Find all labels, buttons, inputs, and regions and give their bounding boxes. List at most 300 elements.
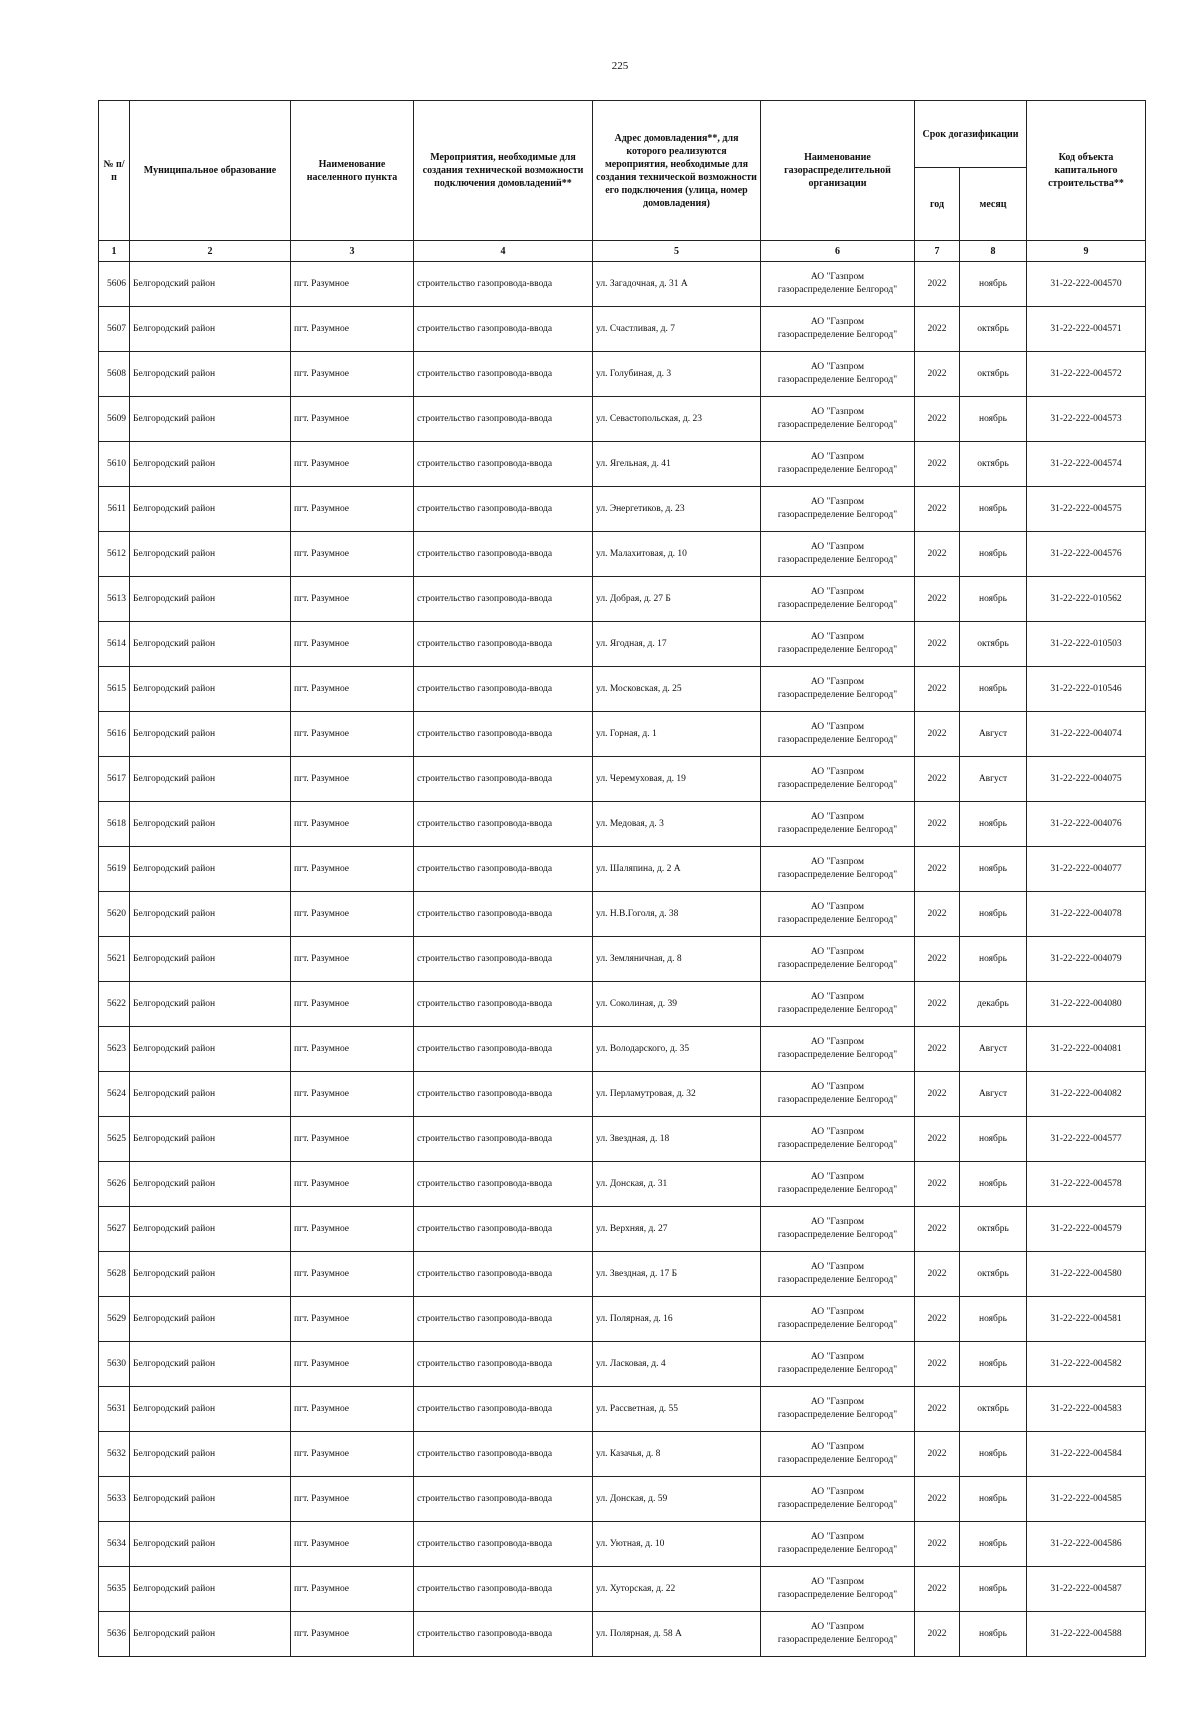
gas-org-line-1: АО "Газпром bbox=[810, 1397, 865, 1408]
activity-cell: строительство газопровода-ввода bbox=[414, 667, 593, 712]
address-cell: ул. Энергетиков, д. 23 bbox=[593, 487, 761, 532]
month-cell: октябрь bbox=[960, 307, 1027, 352]
address-cell: ул. Севастопольская, д. 23 bbox=[593, 397, 761, 442]
activity-cell: строительство газопровода-ввода bbox=[414, 1027, 593, 1072]
settlement-cell: пгт. Разумное bbox=[291, 892, 414, 937]
month-cell: ноябрь bbox=[960, 262, 1027, 307]
gas-org-line-2: газораспределение Белгород" bbox=[777, 465, 898, 475]
year-cell: 2022 bbox=[915, 1162, 960, 1207]
month-cell: ноябрь bbox=[960, 667, 1027, 712]
object-code-cell: 31-22-222-004579 bbox=[1027, 1207, 1146, 1252]
month-cell: ноябрь bbox=[960, 1117, 1027, 1162]
settlement-cell: пгт. Разумное bbox=[291, 577, 414, 622]
gas-org-line-2: газораспределение Белгород" bbox=[777, 870, 898, 880]
page-number: 225 bbox=[611, 60, 629, 72]
settlement-cell: пгт. Разумное bbox=[291, 712, 414, 757]
gas-org-line-2: газораспределение Белгород" bbox=[777, 1320, 898, 1330]
table-body bbox=[99, 262, 1146, 1657]
address-cell: ул. Володарского, д. 35 bbox=[593, 1027, 761, 1072]
month-cell: октябрь bbox=[960, 1207, 1027, 1252]
gas-org-line-1: АО "Газпром bbox=[810, 1487, 865, 1498]
month-cell: октябрь bbox=[960, 1252, 1027, 1297]
table-row bbox=[99, 802, 1146, 847]
address-cell: ул. Ягодная, д. 17 bbox=[593, 622, 761, 667]
object-code-cell: 31-22-222-004573 bbox=[1027, 397, 1146, 442]
activity-cell: строительство газопровода-ввода bbox=[414, 352, 593, 397]
gas-org-cell bbox=[761, 1027, 915, 1072]
address-cell: ул. Перламутровая, д. 32 bbox=[593, 1072, 761, 1117]
settlement-cell: пгт. Разумное bbox=[291, 352, 414, 397]
year-cell: 2022 bbox=[915, 1342, 960, 1387]
settlement-cell: пгт. Разумное bbox=[291, 1072, 414, 1117]
municipality-cell: Белгородский район bbox=[130, 1162, 291, 1207]
gas-org-line-2: газораспределение Белгород" bbox=[777, 1095, 898, 1105]
gas-org-cell bbox=[761, 937, 915, 982]
table-row bbox=[99, 1342, 1146, 1387]
year-cell: 2022 bbox=[915, 1477, 960, 1522]
table-row bbox=[99, 1432, 1146, 1477]
row-number: 5614 bbox=[99, 622, 130, 667]
row-number: 5631 bbox=[99, 1387, 130, 1432]
row-number: 5634 bbox=[99, 1522, 130, 1567]
object-code-cell: 31-22-222-004578 bbox=[1027, 1162, 1146, 1207]
object-code-cell: 31-22-222-004079 bbox=[1027, 937, 1146, 982]
activity-cell: строительство газопровода-ввода bbox=[414, 1297, 593, 1342]
activity-cell: строительство газопровода-ввода bbox=[414, 532, 593, 577]
settlement-cell: пгт. Разумное bbox=[291, 802, 414, 847]
address-cell: ул. Донская, д. 31 bbox=[593, 1162, 761, 1207]
gas-org-cell bbox=[761, 802, 915, 847]
gas-org-cell bbox=[761, 892, 915, 937]
municipality-cell: Белгородский район bbox=[130, 757, 291, 802]
settlement-cell: пгт. Разумное bbox=[291, 1297, 414, 1342]
row-number: 5607 bbox=[99, 307, 130, 352]
gas-org-line-2: газораспределение Белгород" bbox=[777, 1410, 898, 1420]
table-row bbox=[99, 847, 1146, 892]
activity-cell: строительство газопровода-ввода bbox=[414, 757, 593, 802]
gas-org-line-2: газораспределение Белгород" bbox=[777, 285, 898, 295]
gas-org-line-1: АО "Газпром bbox=[810, 677, 865, 688]
row-number: 5621 bbox=[99, 937, 130, 982]
object-code-cell: 31-22-222-004570 bbox=[1027, 262, 1146, 307]
gas-org-line-1: АО "Газпром bbox=[810, 812, 865, 823]
gas-org-line-2: газораспределение Белгород" bbox=[777, 1005, 898, 1015]
year-cell: 2022 bbox=[915, 1297, 960, 1342]
activity-cell: строительство газопровода-ввода bbox=[414, 1342, 593, 1387]
municipality-cell: Белгородский район bbox=[130, 802, 291, 847]
gas-org-line-2: газораспределение Белгород" bbox=[777, 645, 898, 655]
municipality-cell: Белгородский район bbox=[130, 1072, 291, 1117]
gas-org-line-1: АО "Газпром bbox=[810, 452, 865, 463]
month-cell: ноябрь bbox=[960, 1432, 1027, 1477]
year-cell: 2022 bbox=[915, 712, 960, 757]
row-number: 5618 bbox=[99, 802, 130, 847]
activity-cell: строительство газопровода-ввода bbox=[414, 802, 593, 847]
municipality-cell: Белгородский район bbox=[130, 1612, 291, 1657]
gas-org-line-1: АО "Газпром bbox=[810, 1442, 865, 1453]
gas-org-line-2: газораспределение Белгород" bbox=[777, 960, 898, 970]
gas-org-line-2: газораспределение Белгород" bbox=[777, 420, 898, 430]
activity-cell: строительство газопровода-ввода bbox=[414, 307, 593, 352]
object-code-cell: 31-22-222-004585 bbox=[1027, 1477, 1146, 1522]
object-code-cell: 31-22-222-004577 bbox=[1027, 1117, 1146, 1162]
table-row bbox=[99, 442, 1146, 487]
activity-cell: строительство газопровода-ввода bbox=[414, 1207, 593, 1252]
row-number: 5623 bbox=[99, 1027, 130, 1072]
month-cell: ноябрь bbox=[960, 892, 1027, 937]
gas-org-line-1: АО "Газпром bbox=[810, 1172, 865, 1183]
year-cell: 2022 bbox=[915, 1252, 960, 1297]
activity-cell: строительство газопровода-ввода bbox=[414, 1612, 593, 1657]
settlement-cell: пгт. Разумное bbox=[291, 667, 414, 712]
table-row bbox=[99, 892, 1146, 937]
year-cell: 2022 bbox=[915, 757, 960, 802]
year-cell: 2022 bbox=[915, 847, 960, 892]
year-cell: 2022 bbox=[915, 937, 960, 982]
gas-org-cell bbox=[761, 1522, 915, 1567]
address-cell: ул. Добрая, д. 27 Б bbox=[593, 577, 761, 622]
address-cell: ул. Загадочная, д. 31 А bbox=[593, 262, 761, 307]
gas-org-cell bbox=[761, 1432, 915, 1477]
address-cell: ул. Земляничная, д. 8 bbox=[593, 937, 761, 982]
settlement-cell: пгт. Разумное bbox=[291, 532, 414, 577]
year-cell: 2022 bbox=[915, 1612, 960, 1657]
settlement-cell: пгт. Разумное bbox=[291, 1387, 414, 1432]
address-cell: ул. Верхняя, д. 27 bbox=[593, 1207, 761, 1252]
column-number: 6 bbox=[761, 241, 915, 262]
table-row bbox=[99, 577, 1146, 622]
municipality-cell: Белгородский район bbox=[130, 577, 291, 622]
activity-cell: строительство газопровода-ввода bbox=[414, 1567, 593, 1612]
month-cell: октябрь bbox=[960, 1387, 1027, 1432]
activity-cell: строительство газопровода-ввода bbox=[414, 712, 593, 757]
settlement-cell: пгт. Разумное bbox=[291, 622, 414, 667]
gas-org-line-2: газораспределение Белгород" bbox=[777, 915, 898, 925]
object-code-cell: 31-22-222-004584 bbox=[1027, 1432, 1146, 1477]
gas-org-line-2: газораспределение Белгород" bbox=[777, 1500, 898, 1510]
row-number: 5636 bbox=[99, 1612, 130, 1657]
gasification-table bbox=[98, 100, 1146, 1657]
column-number: 7 bbox=[915, 241, 960, 262]
row-number: 5609 bbox=[99, 397, 130, 442]
year-cell: 2022 bbox=[915, 442, 960, 487]
gas-org-line-1: АО "Газпром bbox=[810, 407, 865, 418]
header-municipality: Муниципальное образование bbox=[130, 101, 291, 241]
activity-cell: строительство газопровода-ввода bbox=[414, 442, 593, 487]
column-number: 3 bbox=[291, 241, 414, 262]
gas-org-line-2: газораспределение Белгород" bbox=[777, 1140, 898, 1150]
settlement-cell: пгт. Разумное bbox=[291, 1612, 414, 1657]
year-cell: 2022 bbox=[915, 1027, 960, 1072]
row-number: 5624 bbox=[99, 1072, 130, 1117]
gas-org-line-2: газораспределение Белгород" bbox=[777, 1275, 898, 1285]
object-code-cell: 31-22-222-004576 bbox=[1027, 532, 1146, 577]
activity-cell: строительство газопровода-ввода bbox=[414, 1477, 593, 1522]
municipality-cell: Белгородский район bbox=[130, 712, 291, 757]
municipality-cell: Белгородский район bbox=[130, 442, 291, 487]
activity-cell: строительство газопровода-ввода bbox=[414, 1432, 593, 1477]
object-code-cell: 31-22-222-004574 bbox=[1027, 442, 1146, 487]
year-cell: 2022 bbox=[915, 487, 960, 532]
address-cell: ул. Звездная, д. 17 Б bbox=[593, 1252, 761, 1297]
settlement-cell: пгт. Разумное bbox=[291, 1477, 414, 1522]
gas-org-cell bbox=[761, 487, 915, 532]
address-cell: ул. Московская, д. 25 bbox=[593, 667, 761, 712]
object-code-cell: 31-22-222-004572 bbox=[1027, 352, 1146, 397]
activity-cell: строительство газопровода-ввода bbox=[414, 397, 593, 442]
header-settlement: Наименование населенного пункта bbox=[291, 101, 414, 241]
gas-org-line-2: газораспределение Белгород" bbox=[777, 1050, 898, 1060]
gas-org-cell bbox=[761, 262, 915, 307]
table-row bbox=[99, 487, 1146, 532]
table-row bbox=[99, 307, 1146, 352]
gas-org-line-2: газораспределение Белгород" bbox=[777, 375, 898, 385]
table-row bbox=[99, 397, 1146, 442]
row-number: 5616 bbox=[99, 712, 130, 757]
gas-org-line-1: АО "Газпром bbox=[810, 272, 865, 283]
address-cell: ул. Казачья, д. 8 bbox=[593, 1432, 761, 1477]
table-row bbox=[99, 1252, 1146, 1297]
year-cell: 2022 bbox=[915, 802, 960, 847]
municipality-cell: Белгородский район bbox=[130, 487, 291, 532]
table-row bbox=[99, 1117, 1146, 1162]
table-row bbox=[99, 1567, 1146, 1612]
address-cell: ул. Шаляпина, д. 2 А bbox=[593, 847, 761, 892]
municipality-cell: Белгородский район bbox=[130, 262, 291, 307]
municipality-cell: Белгородский район bbox=[130, 892, 291, 937]
gas-org-cell bbox=[761, 532, 915, 577]
activity-cell: строительство газопровода-ввода bbox=[414, 847, 593, 892]
month-cell: ноябрь bbox=[960, 847, 1027, 892]
column-number: 2 bbox=[130, 241, 291, 262]
gas-org-line-1: АО "Газпром bbox=[810, 1082, 865, 1093]
municipality-cell: Белгородский район bbox=[130, 1117, 291, 1162]
table-row bbox=[99, 622, 1146, 667]
table-row bbox=[99, 1027, 1146, 1072]
settlement-cell: пгт. Разумное bbox=[291, 982, 414, 1027]
activity-cell: строительство газопровода-ввода bbox=[414, 262, 593, 307]
object-code-cell: 31-22-222-004571 bbox=[1027, 307, 1146, 352]
gas-org-line-1: АО "Газпром bbox=[810, 902, 865, 913]
object-code-cell: 31-22-222-004588 bbox=[1027, 1612, 1146, 1657]
settlement-cell: пгт. Разумное bbox=[291, 1342, 414, 1387]
gas-org-line-2: газораспределение Белгород" bbox=[777, 330, 898, 340]
address-cell: ул. Счастливая, д. 7 bbox=[593, 307, 761, 352]
municipality-cell: Белгородский район bbox=[130, 1522, 291, 1567]
gas-org-line-1: АО "Газпром bbox=[810, 542, 865, 553]
address-cell: ул. Полярная, д. 16 bbox=[593, 1297, 761, 1342]
year-cell: 2022 bbox=[915, 982, 960, 1027]
gas-org-cell bbox=[761, 1342, 915, 1387]
gas-org-line-2: газораспределение Белгород" bbox=[777, 555, 898, 565]
table-row bbox=[99, 667, 1146, 712]
settlement-cell: пгт. Разумное bbox=[291, 262, 414, 307]
settlement-cell: пгт. Разумное bbox=[291, 1027, 414, 1072]
year-cell: 2022 bbox=[915, 1432, 960, 1477]
column-number-row bbox=[99, 241, 1146, 262]
activity-cell: строительство газопровода-ввода bbox=[414, 1522, 593, 1567]
gas-org-line-2: газораспределение Белгород" bbox=[777, 1590, 898, 1600]
gas-org-line-2: газораспределение Белгород" bbox=[777, 1545, 898, 1555]
month-cell: ноябрь bbox=[960, 1567, 1027, 1612]
row-number: 5610 bbox=[99, 442, 130, 487]
address-cell: ул. Черемуховая, д. 19 bbox=[593, 757, 761, 802]
row-number: 5622 bbox=[99, 982, 130, 1027]
row-number: 5617 bbox=[99, 757, 130, 802]
year-cell: 2022 bbox=[915, 352, 960, 397]
table-row bbox=[99, 262, 1146, 307]
header-num: № п/п bbox=[99, 101, 130, 241]
month-cell: октябрь bbox=[960, 622, 1027, 667]
activity-cell: строительство газопровода-ввода bbox=[414, 1252, 593, 1297]
gas-org-cell bbox=[761, 1117, 915, 1162]
gas-org-cell bbox=[761, 1567, 915, 1612]
gas-org-line-2: газораспределение Белгород" bbox=[777, 1230, 898, 1240]
gas-org-line-1: АО "Газпром bbox=[810, 1577, 865, 1588]
table-row bbox=[99, 1207, 1146, 1252]
address-cell: ул. Звездная, д. 18 bbox=[593, 1117, 761, 1162]
settlement-cell: пгт. Разумное bbox=[291, 1207, 414, 1252]
row-number: 5606 bbox=[99, 262, 130, 307]
settlement-cell: пгт. Разумное bbox=[291, 757, 414, 802]
header-year: год bbox=[915, 168, 960, 241]
gas-org-line-2: газораспределение Белгород" bbox=[777, 825, 898, 835]
month-cell: ноябрь bbox=[960, 397, 1027, 442]
table-row bbox=[99, 532, 1146, 577]
gas-org-cell bbox=[761, 757, 915, 802]
year-cell: 2022 bbox=[915, 892, 960, 937]
month-cell: Август bbox=[960, 1027, 1027, 1072]
activity-cell: строительство газопровода-ввода bbox=[414, 622, 593, 667]
column-number: 1 bbox=[99, 241, 130, 262]
gas-org-cell bbox=[761, 397, 915, 442]
table-row bbox=[99, 1612, 1146, 1657]
municipality-cell: Белгородский район bbox=[130, 667, 291, 712]
month-cell: ноябрь bbox=[960, 1162, 1027, 1207]
activity-cell: строительство газопровода-ввода bbox=[414, 1162, 593, 1207]
table-row bbox=[99, 1522, 1146, 1567]
activity-cell: строительство газопровода-ввода bbox=[414, 487, 593, 532]
municipality-cell: Белгородский район bbox=[130, 1297, 291, 1342]
gas-org-cell bbox=[761, 622, 915, 667]
table-row bbox=[99, 982, 1146, 1027]
municipality-cell: Белгородский район bbox=[130, 532, 291, 577]
row-number: 5627 bbox=[99, 1207, 130, 1252]
gas-org-line-1: АО "Газпром bbox=[810, 1532, 865, 1543]
year-cell: 2022 bbox=[915, 397, 960, 442]
month-cell: октябрь bbox=[960, 442, 1027, 487]
header-gas-org: Наименование газораспределительной организации bbox=[761, 101, 915, 241]
gas-org-cell bbox=[761, 712, 915, 757]
year-cell: 2022 bbox=[915, 262, 960, 307]
gas-org-line-1: АО "Газпром bbox=[810, 1352, 865, 1363]
address-cell: ул. Рассветная, д. 55 bbox=[593, 1387, 761, 1432]
month-cell: Август bbox=[960, 757, 1027, 802]
header-month: месяц bbox=[960, 168, 1027, 241]
object-code-cell: 31-22-222-010562 bbox=[1027, 577, 1146, 622]
object-code-cell: 31-22-222-004581 bbox=[1027, 1297, 1146, 1342]
settlement-cell: пгт. Разумное bbox=[291, 847, 414, 892]
row-number: 5630 bbox=[99, 1342, 130, 1387]
settlement-cell: пгт. Разумное bbox=[291, 937, 414, 982]
gas-org-line-1: АО "Газпром bbox=[810, 1037, 865, 1048]
gas-org-cell bbox=[761, 667, 915, 712]
table-row bbox=[99, 352, 1146, 397]
object-code-cell: 31-22-222-004583 bbox=[1027, 1387, 1146, 1432]
gas-org-line-1: АО "Газпром bbox=[810, 1262, 865, 1273]
year-cell: 2022 bbox=[915, 622, 960, 667]
month-cell: ноябрь bbox=[960, 1342, 1027, 1387]
object-code-cell: 31-22-222-004076 bbox=[1027, 802, 1146, 847]
gas-org-cell bbox=[761, 1207, 915, 1252]
row-number: 5628 bbox=[99, 1252, 130, 1297]
object-code-cell: 31-22-222-010503 bbox=[1027, 622, 1146, 667]
gas-org-cell bbox=[761, 442, 915, 487]
address-cell: ул. Горная, д. 1 bbox=[593, 712, 761, 757]
activity-cell: строительство газопровода-ввода bbox=[414, 577, 593, 622]
object-code-cell: 31-22-222-004080 bbox=[1027, 982, 1146, 1027]
settlement-cell: пгт. Разумное bbox=[291, 1432, 414, 1477]
row-number: 5632 bbox=[99, 1432, 130, 1477]
gas-org-line-1: АО "Газпром bbox=[810, 857, 865, 868]
municipality-cell: Белгородский район bbox=[130, 397, 291, 442]
row-number: 5626 bbox=[99, 1162, 130, 1207]
gas-org-line-1: АО "Газпром bbox=[810, 632, 865, 643]
gas-org-cell bbox=[761, 1297, 915, 1342]
year-cell: 2022 bbox=[915, 307, 960, 352]
gas-org-cell bbox=[761, 847, 915, 892]
gas-org-line-2: газораспределение Белгород" bbox=[777, 510, 898, 520]
object-code-cell: 31-22-222-004587 bbox=[1027, 1567, 1146, 1612]
object-code-cell: 31-22-222-004575 bbox=[1027, 487, 1146, 532]
settlement-cell: пгт. Разумное bbox=[291, 307, 414, 352]
gas-org-line-2: газораспределение Белгород" bbox=[777, 1185, 898, 1195]
activity-cell: строительство газопровода-ввода bbox=[414, 937, 593, 982]
gas-org-line-1: АО "Газпром bbox=[810, 992, 865, 1003]
address-cell: ул. Н.В.Гоголя, д. 38 bbox=[593, 892, 761, 937]
object-code-cell: 31-22-222-004586 bbox=[1027, 1522, 1146, 1567]
year-cell: 2022 bbox=[915, 667, 960, 712]
month-cell: декабрь bbox=[960, 982, 1027, 1027]
settlement-cell: пгт. Разумное bbox=[291, 1162, 414, 1207]
row-number: 5633 bbox=[99, 1477, 130, 1522]
municipality-cell: Белгородский район bbox=[130, 982, 291, 1027]
row-number: 5615 bbox=[99, 667, 130, 712]
header-gasification-term: Срок догазификации bbox=[915, 101, 1027, 168]
year-cell: 2022 bbox=[915, 1117, 960, 1162]
activity-cell: строительство газопровода-ввода bbox=[414, 892, 593, 937]
table-row bbox=[99, 1387, 1146, 1432]
object-code-cell: 31-22-222-004077 bbox=[1027, 847, 1146, 892]
row-number: 5611 bbox=[99, 487, 130, 532]
settlement-cell: пгт. Разумное bbox=[291, 1522, 414, 1567]
month-cell: ноябрь bbox=[960, 1477, 1027, 1522]
municipality-cell: Белгородский район bbox=[130, 352, 291, 397]
table-row bbox=[99, 1297, 1146, 1342]
settlement-cell: пгт. Разумное bbox=[291, 487, 414, 532]
settlement-cell: пгт. Разумное bbox=[291, 1567, 414, 1612]
header-object-code: Код объекта капитального строительства** bbox=[1027, 101, 1146, 241]
column-number: 8 bbox=[960, 241, 1027, 262]
month-cell: ноябрь bbox=[960, 1612, 1027, 1657]
gas-org-line-1: АО "Газпром bbox=[810, 1217, 865, 1228]
column-number: 4 bbox=[414, 241, 593, 262]
object-code-cell: 31-22-222-004082 bbox=[1027, 1072, 1146, 1117]
gas-org-line-2: газораспределение Белгород" bbox=[777, 600, 898, 610]
table-row bbox=[99, 1072, 1146, 1117]
gas-org-line-1: АО "Газпром bbox=[810, 1622, 865, 1633]
gas-org-line-1: АО "Газпром bbox=[810, 1127, 865, 1138]
